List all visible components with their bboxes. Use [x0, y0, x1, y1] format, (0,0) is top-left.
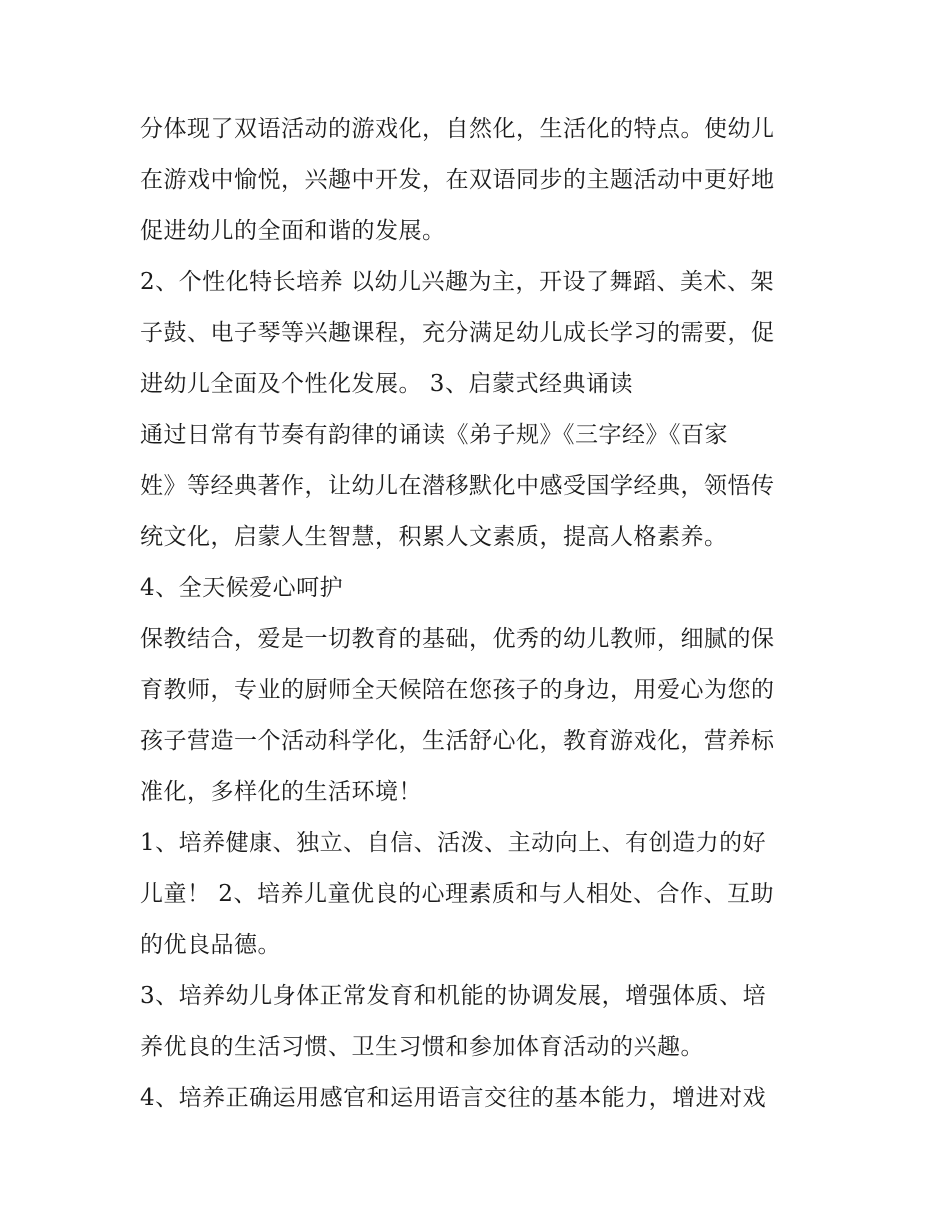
text-line: 分体现了双语活动的游戏化，自然化，生活化的特点。使幼儿: [140, 116, 775, 142]
text-line: 统文化，启蒙人生智慧，积累人文素质，提高人格素养。: [140, 524, 728, 550]
text-line: 保教结合，爱是一切教育的基础，优秀的幼儿教师，细腻的保: [140, 626, 775, 652]
text-line: 子鼓、电子琴等兴趣课程，充分满足幼儿成长学习的需要，促: [140, 320, 775, 346]
body-text: [140, 104, 820, 1124]
text-line: 准化，多样化的生活环境！: [140, 779, 422, 805]
text-line: 4、全天候爱心呵护: [140, 575, 344, 601]
text-line: 儿童！ 2、培养儿童优良的心理素质和与人相处、合作、互助: [140, 881, 774, 907]
text-line: 孩子营造一个活动科学化，生活舒心化，教育游戏化，营养标: [140, 728, 775, 754]
text-line: 促进幼儿的全面和谐的发展。: [140, 218, 446, 244]
text-line: 进幼儿全面及个性化发展。 3、启蒙式经典诵读: [140, 371, 633, 397]
text-line: 4、培养正确运用感官和运用语言交往的基本能力，增进对戏: [140, 1085, 767, 1111]
text-line: 3、培养幼儿身体正常发育和机能的协调发展，增强体质、培: [140, 983, 767, 1009]
text-line: 的优良品德。: [140, 932, 281, 958]
text-line: 姓》等经典著作，让幼儿在潜移默化中感受国学经典，领悟传: [140, 473, 775, 499]
text-line: 1、培养健康、独立、自信、活泼、主动向上、有创造力的好: [140, 830, 767, 856]
text-line: 通过日常有节奏有韵律的诵读《弟子规》《三字经》《百家: [140, 422, 728, 448]
text-line: 育教师，专业的厨师全天候陪在您孩子的身边，用爱心为您的: [140, 677, 775, 703]
text-line: 养优良的生活习惯、卫生习惯和参加体育活动的兴趣。: [140, 1034, 704, 1060]
text-line: 2、个性化特长培养 以幼儿兴趣为主，开设了舞蹈、美术、架: [140, 269, 774, 295]
text-line: 在游戏中愉悦，兴趣中开发，在双语同步的主题活动中更好地: [140, 167, 775, 193]
